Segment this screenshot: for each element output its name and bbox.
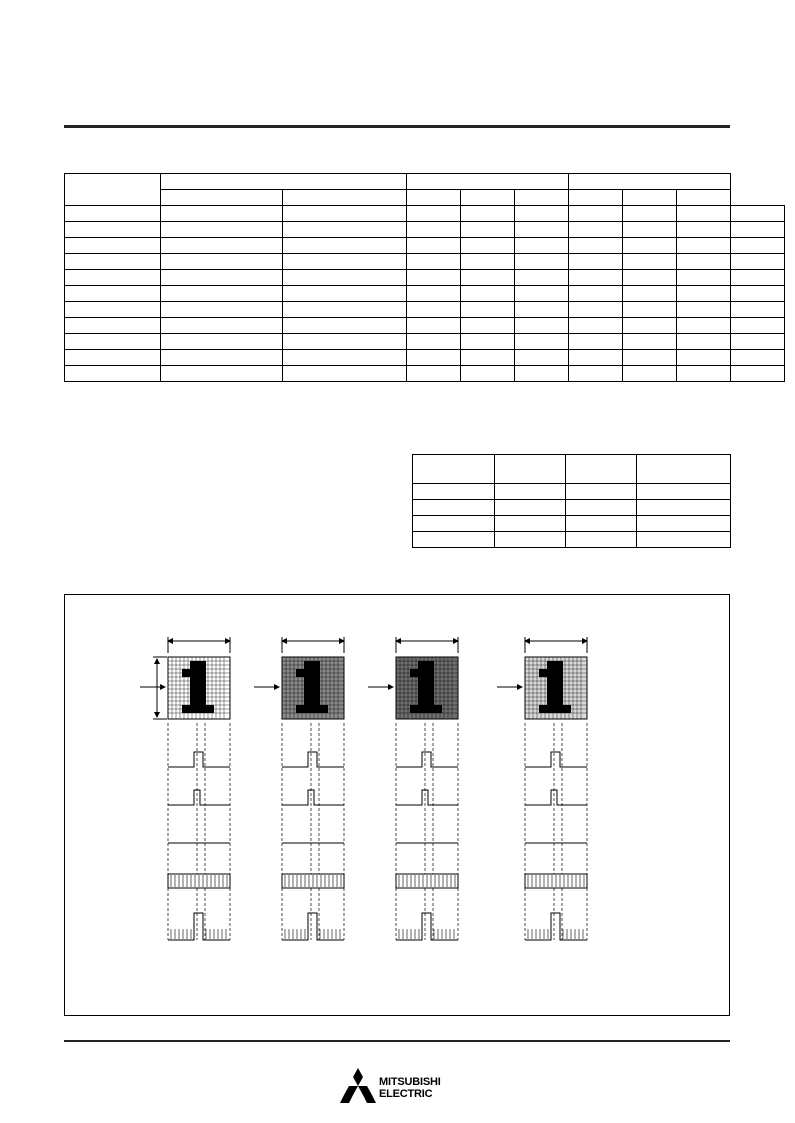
table-cell — [65, 334, 161, 350]
table-cell — [569, 302, 623, 318]
table-cell — [407, 254, 461, 270]
table-cell — [515, 270, 569, 286]
table-cell — [623, 254, 677, 270]
table-cell — [515, 206, 569, 222]
character-display-diagram — [65, 595, 729, 1015]
table-row — [65, 270, 785, 286]
timing-waveform — [396, 752, 458, 767]
table-cell — [283, 206, 407, 222]
table-row — [413, 500, 731, 516]
table-cell — [65, 238, 161, 254]
table-row — [65, 334, 785, 350]
table-cell — [623, 286, 677, 302]
three-diamonds-icon — [340, 1066, 376, 1104]
table-cell — [161, 238, 283, 254]
table-cell — [515, 190, 569, 206]
table-cell — [566, 516, 637, 532]
table-cell — [407, 350, 461, 366]
table-cell — [495, 500, 566, 516]
table-cell — [161, 286, 283, 302]
table-cell — [569, 350, 623, 366]
table-cell — [161, 302, 283, 318]
timing-waveform — [525, 790, 587, 805]
table-row — [413, 516, 731, 532]
table-cell — [623, 334, 677, 350]
table-cell — [461, 366, 515, 382]
table-cell — [731, 206, 785, 222]
table-cell — [495, 455, 566, 484]
table-cell — [515, 254, 569, 270]
table-cell — [65, 222, 161, 238]
table-cell — [566, 455, 637, 484]
table-row — [65, 366, 785, 382]
glyph-one-stroke — [418, 661, 434, 709]
table-cell — [161, 190, 283, 206]
table-cell — [731, 334, 785, 350]
table-row — [65, 302, 785, 318]
glyph-one-stroke — [547, 661, 563, 709]
table-cell — [161, 222, 283, 238]
timing-waveform — [282, 752, 344, 767]
table-cell — [731, 254, 785, 270]
table-cell — [283, 238, 407, 254]
table-cell — [413, 455, 495, 484]
glyph-one-stroke — [190, 661, 206, 709]
table-cell — [637, 500, 731, 516]
mitsubishi-electric-logo — [340, 1066, 460, 1106]
table-cell — [515, 238, 569, 254]
table-cell — [623, 238, 677, 254]
spec-table — [64, 173, 785, 382]
figure-box — [64, 594, 730, 1016]
table-cell — [731, 270, 785, 286]
timing-waveform — [396, 790, 458, 805]
glyph-one-stroke — [410, 705, 442, 713]
table-cell — [677, 270, 731, 286]
table-cell — [407, 270, 461, 286]
table-cell — [407, 302, 461, 318]
table-row — [413, 532, 731, 548]
table-cell — [677, 238, 731, 254]
table-cell — [461, 238, 515, 254]
table-cell — [65, 254, 161, 270]
table-cell — [65, 286, 161, 302]
table-cell — [731, 302, 785, 318]
table-cell — [569, 286, 623, 302]
glyph-one-stroke — [296, 669, 304, 677]
table-cell — [407, 190, 461, 206]
table-row — [413, 484, 731, 500]
table-row — [65, 206, 785, 222]
table-cell — [461, 254, 515, 270]
table-cell — [461, 350, 515, 366]
table-cell — [677, 254, 731, 270]
table-cell — [731, 238, 785, 254]
glyph-one-stroke — [304, 661, 320, 709]
table-cell — [407, 286, 461, 302]
table-cell — [677, 222, 731, 238]
table-cell — [677, 334, 731, 350]
glyph-one-stroke — [296, 705, 328, 713]
table-row — [65, 286, 785, 302]
timing-waveform — [525, 752, 587, 767]
table-cell — [677, 190, 731, 206]
logo-line-1: MITSUBISHI — [379, 1076, 441, 1088]
table-cell — [413, 516, 495, 532]
table-cell — [566, 484, 637, 500]
table-cell — [65, 174, 161, 206]
table-cell — [413, 484, 495, 500]
table-cell — [161, 318, 283, 334]
logo-line-2: ELECTRIC — [379, 1088, 433, 1100]
table-cell — [461, 206, 515, 222]
table-cell — [515, 222, 569, 238]
table-cell — [677, 206, 731, 222]
table-cell — [731, 350, 785, 366]
table-cell — [623, 350, 677, 366]
table-cell — [283, 270, 407, 286]
table-cell — [566, 500, 637, 516]
table-cell — [637, 516, 731, 532]
table-cell — [569, 366, 623, 382]
table-cell — [161, 254, 283, 270]
table-cell — [569, 254, 623, 270]
table-cell — [677, 286, 731, 302]
table-cell — [283, 254, 407, 270]
timing-waveform — [168, 752, 230, 767]
table-cell — [515, 350, 569, 366]
table-cell — [283, 318, 407, 334]
table-cell — [461, 318, 515, 334]
table-row — [65, 350, 785, 366]
table-cell — [65, 270, 161, 286]
table-cell — [461, 286, 515, 302]
table-cell — [461, 222, 515, 238]
table-cell — [407, 174, 569, 190]
table-cell — [161, 174, 407, 190]
table-cell — [569, 238, 623, 254]
output-waveform — [168, 913, 230, 940]
table-cell — [623, 366, 677, 382]
output-waveform — [525, 913, 587, 940]
table-cell — [623, 302, 677, 318]
table-cell — [569, 270, 623, 286]
table-cell — [283, 222, 407, 238]
table-cell — [731, 366, 785, 382]
footer-rule — [64, 1040, 730, 1042]
table-cell — [637, 484, 731, 500]
table-row — [65, 238, 785, 254]
table-cell — [515, 302, 569, 318]
table-cell — [623, 190, 677, 206]
table-cell — [161, 366, 283, 382]
table-cell — [731, 318, 785, 334]
glyph-one-stroke — [182, 669, 190, 677]
table-cell — [569, 222, 623, 238]
table-cell — [65, 302, 161, 318]
table-cell — [407, 334, 461, 350]
table-cell — [515, 366, 569, 382]
glyph-one-stroke — [182, 705, 214, 713]
table-cell — [637, 455, 731, 484]
table-cell — [283, 334, 407, 350]
table-cell — [461, 270, 515, 286]
output-waveform — [282, 913, 344, 940]
table-cell — [161, 270, 283, 286]
table-cell — [407, 206, 461, 222]
table-cell — [495, 532, 566, 548]
table-cell — [161, 334, 283, 350]
timing-waveform — [282, 790, 344, 805]
table-cell — [407, 318, 461, 334]
table-cell — [731, 286, 785, 302]
table-row — [65, 254, 785, 270]
table-cell — [569, 318, 623, 334]
table-cell — [515, 334, 569, 350]
table-cell — [65, 350, 161, 366]
table-cell — [283, 350, 407, 366]
table-cell — [495, 516, 566, 532]
table-cell — [461, 334, 515, 350]
table-cell — [65, 206, 161, 222]
table-cell — [623, 318, 677, 334]
table-cell — [569, 190, 623, 206]
table-cell — [407, 222, 461, 238]
table-cell — [407, 238, 461, 254]
glyph-one-stroke — [539, 669, 547, 677]
table-cell — [677, 366, 731, 382]
table-cell — [461, 190, 515, 206]
table-cell — [569, 206, 623, 222]
table-cell — [677, 302, 731, 318]
table-cell — [515, 286, 569, 302]
table-cell — [637, 532, 731, 548]
table-cell — [283, 286, 407, 302]
table-cell — [623, 206, 677, 222]
table-cell — [283, 366, 407, 382]
small-table — [412, 454, 731, 548]
table-cell — [283, 302, 407, 318]
table-cell — [461, 302, 515, 318]
table-cell — [731, 222, 785, 238]
table-cell — [677, 318, 731, 334]
table-cell — [161, 350, 283, 366]
table-cell — [161, 206, 283, 222]
glyph-one-stroke — [410, 669, 418, 677]
table-cell — [569, 334, 623, 350]
table-cell — [569, 174, 731, 190]
table-cell — [65, 318, 161, 334]
output-waveform — [396, 913, 458, 940]
table-cell — [413, 532, 495, 548]
table-cell — [515, 318, 569, 334]
table-row — [65, 318, 785, 334]
table-row — [65, 222, 785, 238]
table-cell — [495, 484, 566, 500]
table-cell — [566, 532, 637, 548]
table-cell — [413, 500, 495, 516]
table-cell — [623, 222, 677, 238]
table-cell — [677, 350, 731, 366]
timing-waveform — [168, 790, 230, 805]
table-cell — [407, 366, 461, 382]
glyph-one-stroke — [539, 705, 571, 713]
table-cell — [623, 270, 677, 286]
table-cell — [65, 366, 161, 382]
table-cell — [283, 190, 407, 206]
header-rule — [64, 125, 730, 128]
